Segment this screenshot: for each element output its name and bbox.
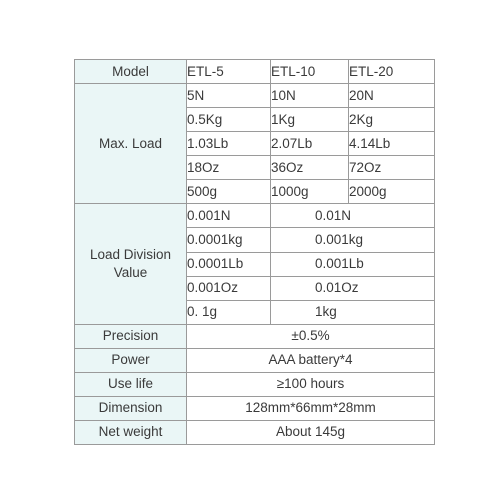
- table-cell: 18Oz: [187, 156, 271, 180]
- table-cell: 72Oz: [349, 156, 435, 180]
- header-etl-5: ETL-5: [187, 60, 271, 84]
- precision-value: ±0.5%: [187, 324, 435, 348]
- net-weight-label: Net weight: [75, 420, 187, 444]
- table-cell: 0.5Kg: [187, 108, 271, 132]
- table-cell: 4.14Lb: [349, 132, 435, 156]
- table-cell: 0.001Oz: [187, 276, 271, 300]
- net-weight-value: About 145g: [187, 420, 435, 444]
- power-value: AAA battery*4: [187, 348, 435, 372]
- dimension-label: Dimension: [75, 396, 187, 420]
- table-row: [75, 420, 435, 444]
- header-etl-10: ETL-10: [271, 60, 349, 84]
- table-cell-text: 1kg: [315, 304, 337, 320]
- precision-label: Precision: [75, 324, 187, 348]
- table-cell: 1000g: [271, 180, 349, 204]
- header-etl-20: ETL-20: [349, 60, 435, 84]
- table-cell-text: 0.01N: [315, 207, 352, 223]
- load-division-label: [75, 204, 187, 324]
- power-label: Power: [75, 348, 187, 372]
- table-cell: [271, 252, 435, 276]
- table-cell: [271, 228, 435, 252]
- table-row: [75, 324, 435, 348]
- table-row: [75, 396, 435, 420]
- table-cell: 1Kg: [271, 108, 349, 132]
- table-cell: [271, 276, 435, 300]
- table-cell: 1.03Lb: [187, 132, 271, 156]
- table-cell: 2Kg: [349, 108, 435, 132]
- header-row: [75, 60, 435, 84]
- table-row: [75, 204, 435, 228]
- table-cell: 0.0001Lb: [187, 252, 271, 276]
- dimension-value: 128mm*66mm*28mm: [187, 396, 435, 420]
- table-cell-text: 0.001Lb: [315, 256, 364, 272]
- table-cell: 0. 1g: [187, 300, 271, 324]
- use-life-value: ≥100 hours: [187, 372, 435, 396]
- spec-table: [74, 59, 435, 445]
- table-cell: 2.07Lb: [271, 132, 349, 156]
- load-division-label-line2: Value: [113, 265, 148, 281]
- table-cell: 2000g: [349, 180, 435, 204]
- table-cell-text: 0.01Oz: [315, 280, 359, 296]
- table-cell: 10N: [271, 84, 349, 108]
- table-cell: 0.001N: [187, 204, 271, 228]
- max-load-label: Max. Load: [75, 84, 187, 204]
- table-row: [75, 372, 435, 396]
- table-cell: 20N: [349, 84, 435, 108]
- use-life-label: Use life: [75, 372, 187, 396]
- table-cell: [271, 300, 435, 324]
- table-cell-text: 0.001kg: [315, 231, 364, 247]
- load-division-label-line1: Load Division: [89, 247, 172, 263]
- table-cell: 36Oz: [271, 156, 349, 180]
- table-row: [75, 348, 435, 372]
- table-row: [75, 84, 435, 108]
- table-cell: [271, 204, 435, 228]
- table-cell: 500g: [187, 180, 271, 204]
- table-cell: 5N: [187, 84, 271, 108]
- header-model: Model: [75, 60, 187, 84]
- table-cell: 0.0001kg: [187, 228, 271, 252]
